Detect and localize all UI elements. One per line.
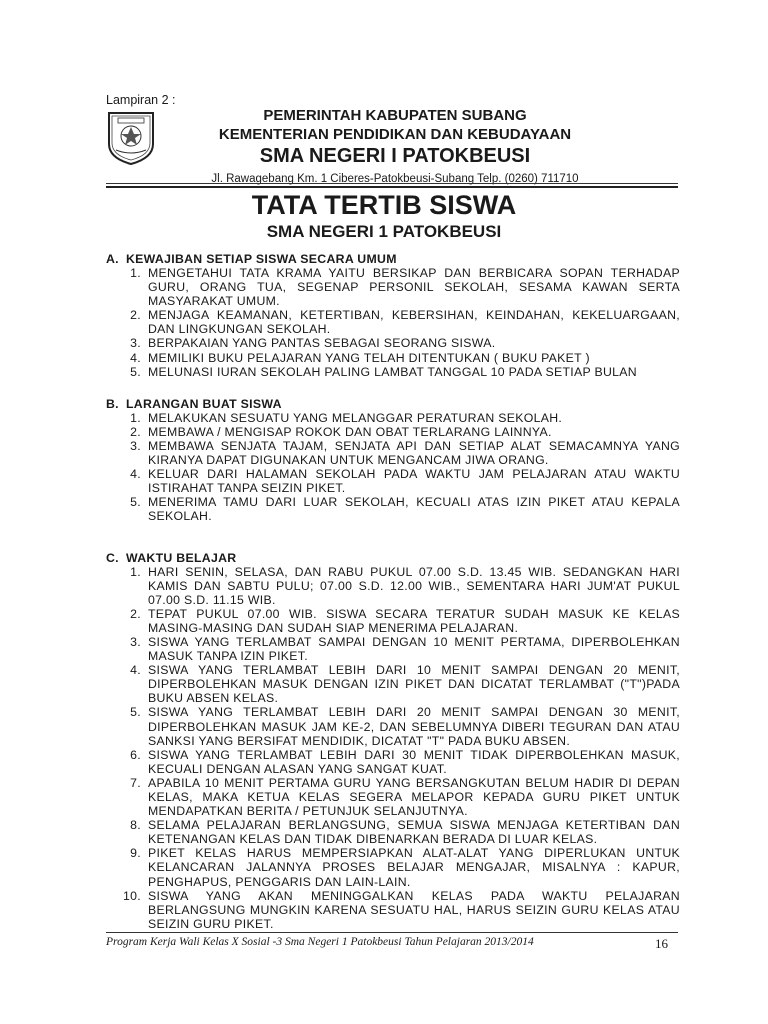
school-emblem-icon <box>106 110 156 166</box>
list-number: 1. <box>130 410 141 425</box>
footer-text: Program Kerja Wali Kelas X Sosial -3 Sma Negeri 1 Patokbeusi Tahun Pelajaran 2013/2014 <box>106 936 534 948</box>
section-heading-text: LARANGAN BUAT SISWA <box>126 396 282 411</box>
list-item <box>106 467 680 495</box>
section-letter: B. <box>106 396 119 411</box>
list-number: 2. <box>130 606 141 621</box>
rules-body <box>106 252 680 931</box>
header-divider-thick <box>106 186 678 188</box>
list-item <box>106 411 680 425</box>
list-number: 3. <box>130 336 141 351</box>
list-text: BERPAKAIAN YANG PANTAS SEBAGAI SEORANG SISWA. <box>148 336 496 351</box>
section-study-time <box>106 551 680 931</box>
obligations-list <box>106 266 680 379</box>
attachment-label: Lampiran 2 : <box>106 93 176 107</box>
list-number: 2. <box>130 424 141 439</box>
list-number: 5. <box>130 705 141 720</box>
list-number: 1. <box>130 266 141 280</box>
list-item <box>106 351 680 365</box>
page-footer <box>106 936 678 952</box>
list-item <box>106 889 680 931</box>
list-text: MENGETAHUI TATA KRAMA YAITU BERSIKAP DAN BERBICARA SOPAN TERHADAP GURU, ORANG TUA, SEGENAP PERSONIL SEKOLAH, SESAMA KAWAN SERTA MASYARAKAT UMUM. <box>148 266 680 309</box>
list-number: 7. <box>130 775 141 790</box>
list-text: MEMILIKI BUKU PELAJARAN YANG TELAH DITENTUKAN ( BUKU PAKET ) <box>148 350 590 365</box>
study-time-list <box>106 565 680 931</box>
list-text: KELUAR DARI HALAMAN SEKOLAH PADA WAKTU JAM PELAJARAN ATAU WAKTU ISTIRAHAT TANPA SEIZIN PIKET. <box>148 467 680 496</box>
list-number: 5. <box>130 364 141 379</box>
list-number: 8. <box>130 818 141 833</box>
list-text: SISWA YANG TERLAMBAT SAMPAI DENGAN 10 MENIT PERTAMA, DIPERBOLEHKAN MASUK TANPA IZIN PIKET. <box>148 634 680 664</box>
list-text: MELAKUKAN SESUATU YANG MELANGGAR PERATURAN SEKOLAH. <box>148 410 563 425</box>
section-heading-text: KEWAJIBAN SETIAP SISWA SECARA UMUM <box>126 252 397 266</box>
list-text: TEPAT PUKUL 07.00 WIB. SISWA SECARA TERATUR SUDAH MASUK KE KELAS MASING-MASING DAN SUDAH SIAP MENERIMA PELAJARAN. <box>148 606 680 635</box>
header-divider-thin <box>106 183 678 184</box>
list-item <box>106 818 680 846</box>
letterhead-government: PEMERINTAH KABUPATEN SUBANG <box>263 107 527 124</box>
list-text: APABILA 10 MENIT PERTAMA GURU YANG BERSANGKUTAN BELUM HADIR DI DEPAN KELAS, MAKA KETUA KELAS SEGERA MELAPOR KEPADA GURU PIKET UNTUK MENDAPATKAN BERITA / PETUNJUK SELANJUTNYA. <box>148 775 680 819</box>
list-item <box>106 565 680 607</box>
section-heading <box>106 551 680 565</box>
list-item <box>106 425 680 439</box>
list-item <box>106 663 680 705</box>
list-text: MEMBAWA SENJATA TAJAM, SENJATA API DAN SETIAP ALAT SEMACAMNYA YANG KIRANYA DAPAT DIGUNAKAN UNTUK MENGANCAM JIWA ORANG. <box>148 438 680 468</box>
list-number: 3. <box>130 438 141 453</box>
list-text: SISWA YANG TERLAMBAT LEBIH DARI 10 MENIT SAMPAI DENGAN 20 MENIT, DIPERBOLEHKAN MASUK DENGAN IZIN PIKET DAN DICATAT TERLAMBAT ("T")PADA BUKU ABSEN KELAS. <box>148 663 680 706</box>
list-item <box>106 495 680 523</box>
list-number: 9. <box>130 846 141 861</box>
list-item <box>106 336 680 350</box>
list-item <box>106 365 680 379</box>
list-number: 4. <box>130 663 141 678</box>
prohibitions-list <box>106 411 680 524</box>
list-number: 5. <box>130 495 141 510</box>
list-item <box>106 748 680 776</box>
list-item <box>106 607 680 635</box>
list-number: 4. <box>130 350 141 365</box>
letterhead-school-name: SMA NEGERI I PATOKBEUSI <box>259 145 531 167</box>
list-item <box>106 705 680 747</box>
list-number: 1. <box>130 564 141 579</box>
list-text: SISWA YANG TERLAMBAT LEBIH DARI 20 MENIT SAMPAI DENGAN 30 MENIT, DIPERBOLEHKAN MASUK JAM KE-2, DAN SEBELUMNYA DIBERI TEGURAN DAN ATAU SANKSI YANG BERSIFAT MENDIDIK, DICATAT "T" PADA BUKU ABSEN. <box>148 705 680 748</box>
section-heading <box>106 397 680 411</box>
page-number: 16 <box>655 936 668 951</box>
list-item <box>106 266 680 308</box>
list-number: 3. <box>130 634 141 649</box>
list-number: 10. <box>123 888 141 903</box>
letterhead-ministry: KEMENTERIAN PENDIDIKAN DAN KEBUDAYAAN <box>218 126 572 143</box>
list-number: 2. <box>130 308 141 323</box>
list-text: PIKET KELAS HARUS MEMPERSIAPKAN ALAT-ALAT YANG DIPERLUKAN UNTUK KELANCARAN JALANNYA PROSES BELAJAR MENGAJAR, MISALNYA : KAPUR, PENGHAPUS, PENGGARIS DAN LAIN-LAIN. <box>148 846 680 889</box>
list-item <box>106 439 680 467</box>
list-text: MENERIMA TAMU DARI LUAR SEKOLAH, KECUALI ATAS IZIN PIKET ATAU KEPALA SEKOLAH. <box>148 495 680 524</box>
list-text: MELUNASI IURAN SEKOLAH PALING LAMBAT TANGGAL 10 PADA SETIAP BULAN <box>148 364 637 379</box>
list-item <box>106 308 680 336</box>
section-letter: A. <box>106 252 119 266</box>
list-number: 4. <box>130 467 141 482</box>
list-text: SELAMA PELAJARAN BERLANGSUNG, SEMUA SISWA MENJAGA KETERTIBAN DAN KETENANGAN KELAS DAN TIDAK DIBENARKAN BERADA DI LUAR KELAS. <box>148 818 680 847</box>
page-title: TATA TERTIB SISWA <box>251 190 517 220</box>
list-item <box>106 635 680 663</box>
section-letter: C. <box>106 550 119 565</box>
list-text: MEMBAWA / MENGISAP ROKOK DAN OBAT TERLARANG LAINNYA. <box>148 424 552 439</box>
list-item <box>106 776 680 818</box>
list-text: HARI SENIN, SELASA, DAN RABU PUKUL 07.00 S.D. 13.45 WIB. SEDANGKAN HARI KAMIS DAN SABTU PULU; 07.00 S.D. 12.00 WIB., SEMENTARA HARI JUM'AT PUKUL 07.00 S.D. 11.15 WIB. <box>148 564 680 607</box>
section-heading-text: WAKTU BELAJAR <box>126 550 237 565</box>
section-obligations <box>106 252 680 379</box>
footer-divider <box>106 932 678 933</box>
page-subtitle: SMA NEGERI 1 PATOKBEUSI <box>266 222 502 241</box>
list-number: 6. <box>130 747 141 762</box>
letterhead-address: Jl. Rawagebang Km. 1 Ciberes-Patokbeusi-Subang Telp. (0260) 711710 <box>211 173 579 185</box>
list-text: SISWA YANG TERLAMBAT LEBIH DARI 30 MENIT TIDAK DIPERBOLEHKAN MASUK, KECUALI DENGAN ALASAN YANG SANGAT KUAT. <box>148 747 680 776</box>
letterhead <box>160 106 630 188</box>
section-prohibitions <box>106 397 680 524</box>
list-text: MENJAGA KEAMANAN, KETERTIBAN, KEBERSIHAN, KEINDAHAN, KEKELUARGAAN, DAN LINGKUNGAN SEKOLAH. <box>148 308 680 337</box>
section-heading <box>106 252 680 266</box>
list-item <box>106 846 680 888</box>
list-text: SISWA YANG AKAN MENINGGALKAN KELAS PADA WAKTU PELAJARAN BERLANGSUNG MUNGKIN KARENA SESUATU HAL, HARUS SEIZIN GURU KELAS ATAU SEIZIN GURU PIKET. <box>148 888 680 931</box>
